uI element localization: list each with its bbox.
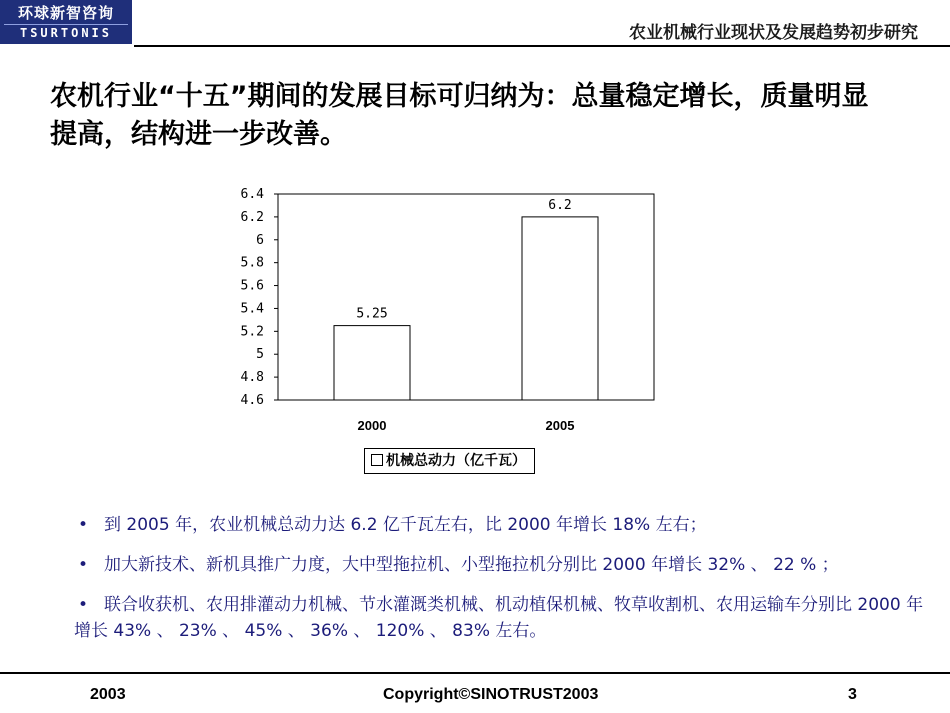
y-tick-label: 6.4 bbox=[240, 187, 264, 202]
footer-year: 2003 bbox=[90, 686, 126, 703]
bullet-list bbox=[74, 512, 924, 658]
y-tick-label: 4.6 bbox=[240, 393, 264, 408]
bar bbox=[522, 217, 598, 400]
y-tick-label: 5 bbox=[256, 347, 264, 363]
bullet-marker: • bbox=[78, 515, 89, 535]
y-tick-label: 5.8 bbox=[240, 255, 264, 271]
bullet-marker: • bbox=[78, 555, 89, 575]
y-tick-label: 5.2 bbox=[240, 324, 264, 340]
y-tick-label: 5.4 bbox=[240, 301, 264, 317]
bullet-marker: • bbox=[78, 595, 89, 615]
footer-copyright: Copyright©SINOTRUST2003 bbox=[383, 686, 599, 703]
footer-divider bbox=[0, 672, 950, 674]
report-title: 农业机械行业现状及发展趋势初步研究 bbox=[629, 23, 918, 43]
legend-swatch bbox=[371, 454, 383, 466]
bullet-text: 到 2005 年，农业机械总动力达 6.2 亿千瓦左右，比 2000 年增长 18% 左右； bbox=[104, 515, 707, 535]
y-tick-label: 6 bbox=[256, 232, 264, 248]
bullet-text: 加大新技术、新机具推广力度，大中型拖拉机、小型拖拉机分别比 2000 年增长 32% 、 22 % ； bbox=[104, 555, 839, 575]
y-tick-label: 6.2 bbox=[240, 209, 264, 225]
y-axis-ticks bbox=[241, 187, 278, 408]
bullet-item bbox=[74, 552, 924, 578]
power-bar-chart bbox=[220, 180, 670, 440]
logo-text-top: 环球新智咨询 bbox=[17, 4, 114, 22]
data-label: 6.2 bbox=[548, 197, 572, 213]
chart-legend bbox=[364, 448, 535, 474]
logo-text-bottom: TSURTONIS bbox=[4, 24, 128, 41]
page-number: 3 bbox=[848, 686, 857, 703]
bar bbox=[334, 326, 410, 400]
x-tick-label: 2000 bbox=[357, 418, 387, 433]
x-axis-ticks bbox=[358, 418, 575, 433]
bullet-item bbox=[74, 512, 924, 538]
legend-label: 机械总动力（亿千瓦） bbox=[386, 453, 526, 469]
y-tick-label: 4.8 bbox=[240, 370, 264, 386]
slide-headline: 农机行业“十五”期间的发展目标可归纳为：总量稳定增长，质量明显提高，结构进一步改善。 bbox=[50, 81, 869, 150]
x-tick-label: 2005 bbox=[545, 418, 575, 433]
data-label: 5.25 bbox=[356, 306, 388, 322]
company-logo bbox=[0, 0, 132, 44]
bullet-text: 联合收获机、农用排灌动力机械、节水灌溉类机械、机动植保机械、牧草收割机、农用运输车分别比 2000 年增长 43% 、 23% 、 45% 、 36% 、 120% 、 83% 左右。 bbox=[74, 595, 924, 641]
header-divider bbox=[134, 45, 950, 47]
y-tick-label: 5.6 bbox=[240, 278, 264, 294]
bullet-item bbox=[74, 592, 924, 644]
